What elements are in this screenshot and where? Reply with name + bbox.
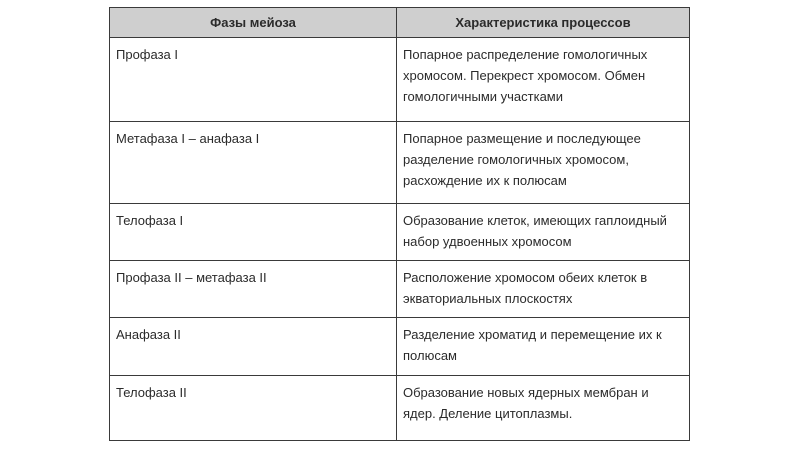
column-header-characteristics: Характеристика процессов	[397, 8, 690, 38]
table-row	[110, 318, 690, 376]
table-row	[110, 261, 690, 318]
phase-cell: Профаза I	[110, 38, 397, 122]
meiosis-phases-table	[109, 7, 690, 441]
table-header-row	[110, 8, 690, 38]
table-row	[110, 376, 690, 441]
table-row	[110, 122, 690, 204]
table-row	[110, 38, 690, 122]
phase-cell: Телофаза II	[110, 376, 397, 441]
description-cell: Разделение хроматид и перемещение их к полюсам	[397, 318, 690, 376]
phase-cell: Профаза II – метафаза II	[110, 261, 397, 318]
phase-cell: Метафаза I – анафаза I	[110, 122, 397, 204]
phase-cell: Телофаза I	[110, 204, 397, 261]
description-cell: Образование новых ядерных мембран и ядер. Деление цитоплазмы.	[397, 376, 690, 441]
description-cell: Попарное распределение гомологичных хромосом. Перекрест хромосом. Обмен гомологичными участками	[397, 38, 690, 122]
description-cell: Попарное размещение и последующее разделение гомологичных хромосом, расхождение их к полюсам	[397, 122, 690, 204]
description-cell: Образование клеток, имеющих гаплоидный набор удвоенных хромосом	[397, 204, 690, 261]
phase-cell: Анафаза II	[110, 318, 397, 376]
table-row	[110, 204, 690, 261]
column-header-phases: Фазы мейоза	[110, 8, 397, 38]
description-cell: Расположение хромосом обеих клеток в экваториальных плоскостях	[397, 261, 690, 318]
